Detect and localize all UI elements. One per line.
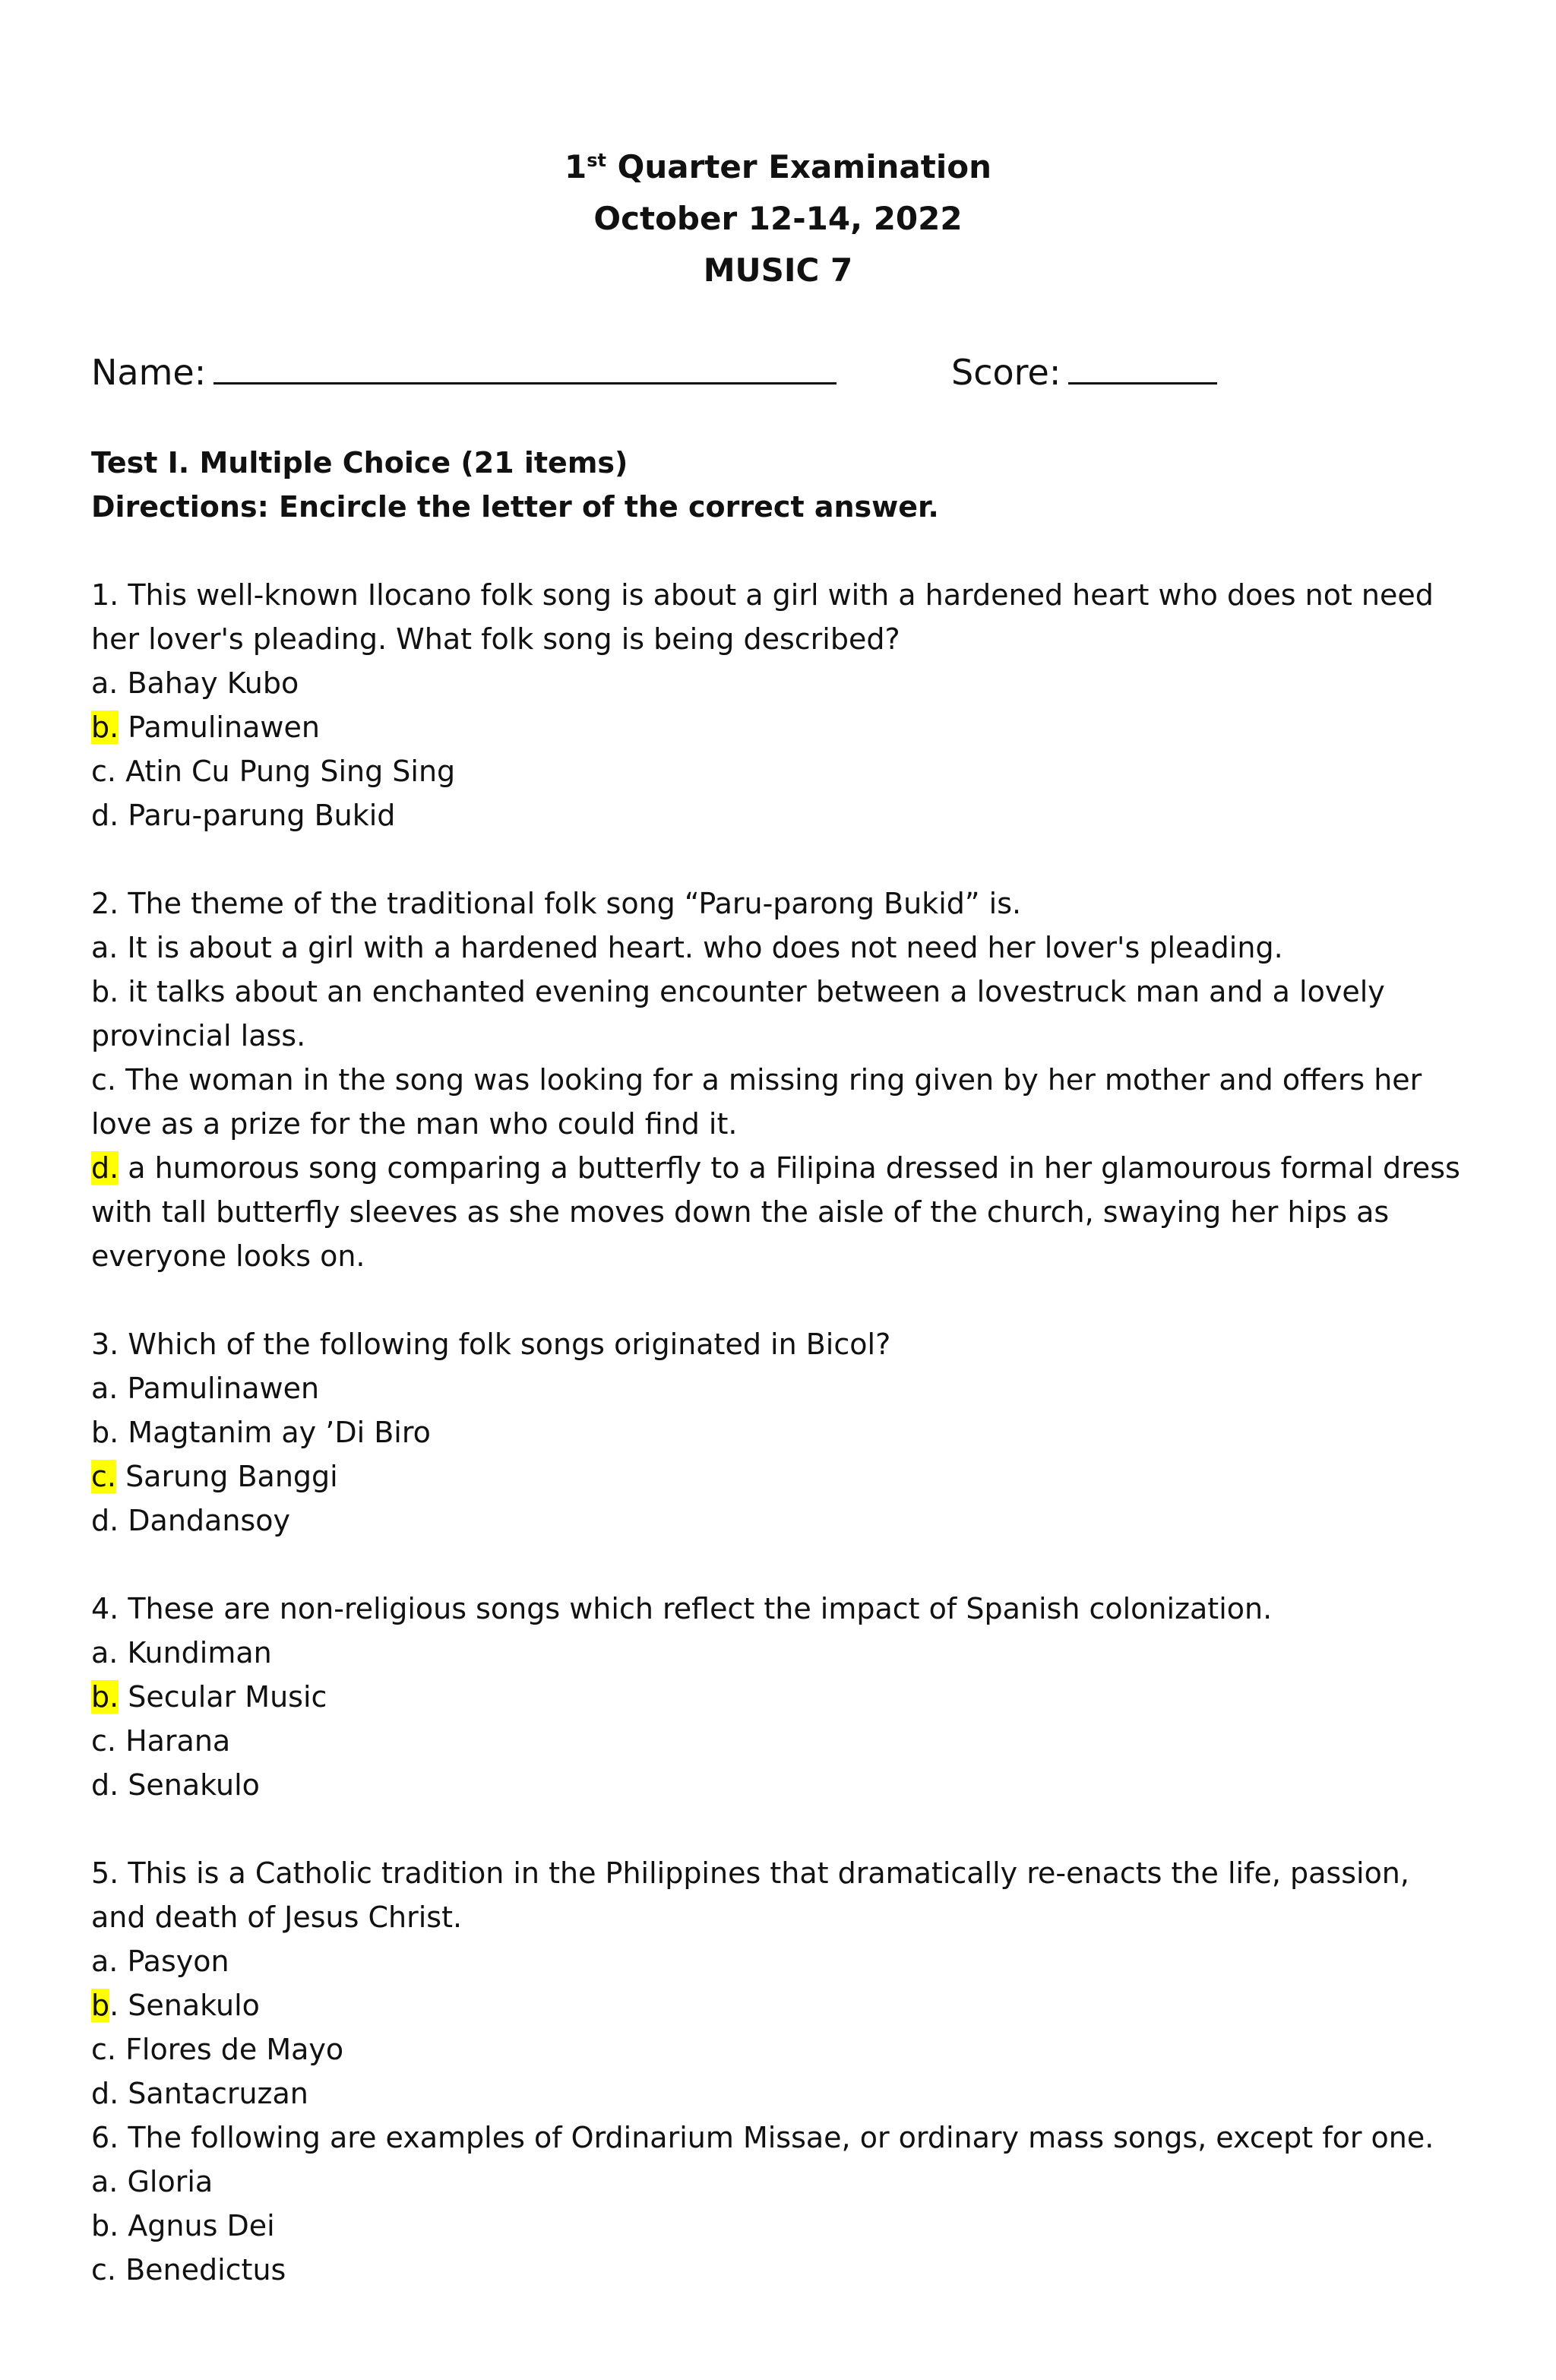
question-5 — [91, 1851, 1465, 2116]
question-6 — [91, 2116, 1465, 2292]
option-d[interactable]: d. Paru-parung Bukid — [91, 799, 396, 832]
name-label: Name: — [91, 352, 207, 393]
option-c[interactable]: c. Atin Cu Pung Sing Sing — [91, 755, 456, 788]
question-2 — [91, 881, 1465, 1278]
answer-highlight: b. — [91, 1680, 119, 1714]
question-stem: 6. The following are examples of Ordinarium Missae, or ordinary mass songs, except for one. — [91, 2121, 1434, 2154]
name-score-row — [91, 350, 1465, 395]
answer-highlight: c. — [91, 1460, 116, 1493]
option-a[interactable]: a. Gloria — [91, 2165, 213, 2198]
option-c[interactable]: c. Flores de Mayo — [91, 2033, 344, 2066]
exam-date: October 12-14, 2022 — [593, 200, 963, 237]
score-label: Score: — [951, 352, 1061, 393]
question-stem: 4. These are non-religious songs which reflect the impact of Spanish colonization. — [91, 1592, 1273, 1625]
question-1 — [91, 573, 1465, 837]
score-field[interactable] — [951, 350, 1217, 395]
answer-highlight: d. — [91, 1151, 119, 1185]
question-stem: 2. The theme of the traditional folk song “Paru-parong Bukid” is. — [91, 887, 1022, 920]
option-a[interactable]: a. It is about a girl with a hardened heart. who does not need her lover's pleading. — [91, 931, 1283, 964]
option-c[interactable]: c. Benedictus — [91, 2253, 286, 2287]
option-c[interactable]: c. Sarung Banggi — [91, 1460, 338, 1493]
option-b[interactable]: b. Magtanim ay ’Di Biro — [91, 1416, 431, 1449]
option-d[interactable]: d. a humorous song comparing a butterfly to a Filipina dressed in her glamourous formal dress with tall butterfly sleeves as she moves down the aisle of the church, swaying her hips as everyone looks on. — [91, 1151, 1460, 1273]
test-directions: Directions: Encircle the letter of the correct answer. — [91, 490, 939, 524]
option-c[interactable]: c. The woman in the song was looking for a missing ring given by her mother and offers her love as a prize for the man who could find it. — [91, 1063, 1422, 1141]
exam-body — [91, 441, 1465, 2292]
option-a[interactable]: a. Kundiman — [91, 1636, 272, 1669]
option-a[interactable]: a. Pamulinawen — [91, 1372, 320, 1405]
option-d[interactable]: d. Dandansoy — [91, 1504, 290, 1537]
option-d[interactable]: d. Santacruzan — [91, 2077, 308, 2110]
option-c[interactable]: c. Harana — [91, 1724, 231, 1758]
option-b[interactable]: b. Agnus Dei — [91, 2209, 275, 2242]
score-blank-line[interactable] — [1068, 352, 1217, 385]
option-b[interactable]: b. Senakulo — [91, 1989, 260, 2022]
quarter-title: 1st Quarter Examination — [565, 148, 991, 185]
question-stem: 3. Which of the following folk songs originated in Bicol? — [91, 1328, 891, 1361]
option-a[interactable]: a. Bahay Kubo — [91, 666, 299, 700]
name-field[interactable] — [91, 350, 837, 395]
exam-header — [0, 141, 1556, 296]
question-stem: 1. This well-known Ilocano folk song is about a girl with a hardened heart who does not need her lover's pleading. What folk song is being described? — [91, 578, 1434, 656]
option-d[interactable]: d. Senakulo — [91, 1768, 260, 1802]
option-b[interactable]: b. Pamulinawen — [91, 711, 320, 744]
answer-highlight: b — [91, 1989, 110, 2022]
name-blank-line[interactable] — [213, 352, 837, 385]
test-title: Test I. Multiple Choice (21 items) — [91, 446, 628, 479]
ordinal-suffix: st — [587, 150, 607, 171]
option-b[interactable]: b. it talks about an enchanted evening encounter between a lovestruck man and a lovely provincial lass. — [91, 975, 1385, 1052]
exam-subject: MUSIC 7 — [703, 252, 853, 289]
option-b[interactable]: b. Secular Music — [91, 1680, 327, 1714]
question-stem: 5. This is a Catholic tradition in the Philippines that dramatically re-enacts the life, passion, and death of Jesus Christ. — [91, 1856, 1409, 1934]
answer-highlight: b. — [91, 711, 119, 744]
option-a[interactable]: a. Pasyon — [91, 1945, 229, 1978]
question-4 — [91, 1587, 1465, 1807]
question-3 — [91, 1322, 1465, 1543]
